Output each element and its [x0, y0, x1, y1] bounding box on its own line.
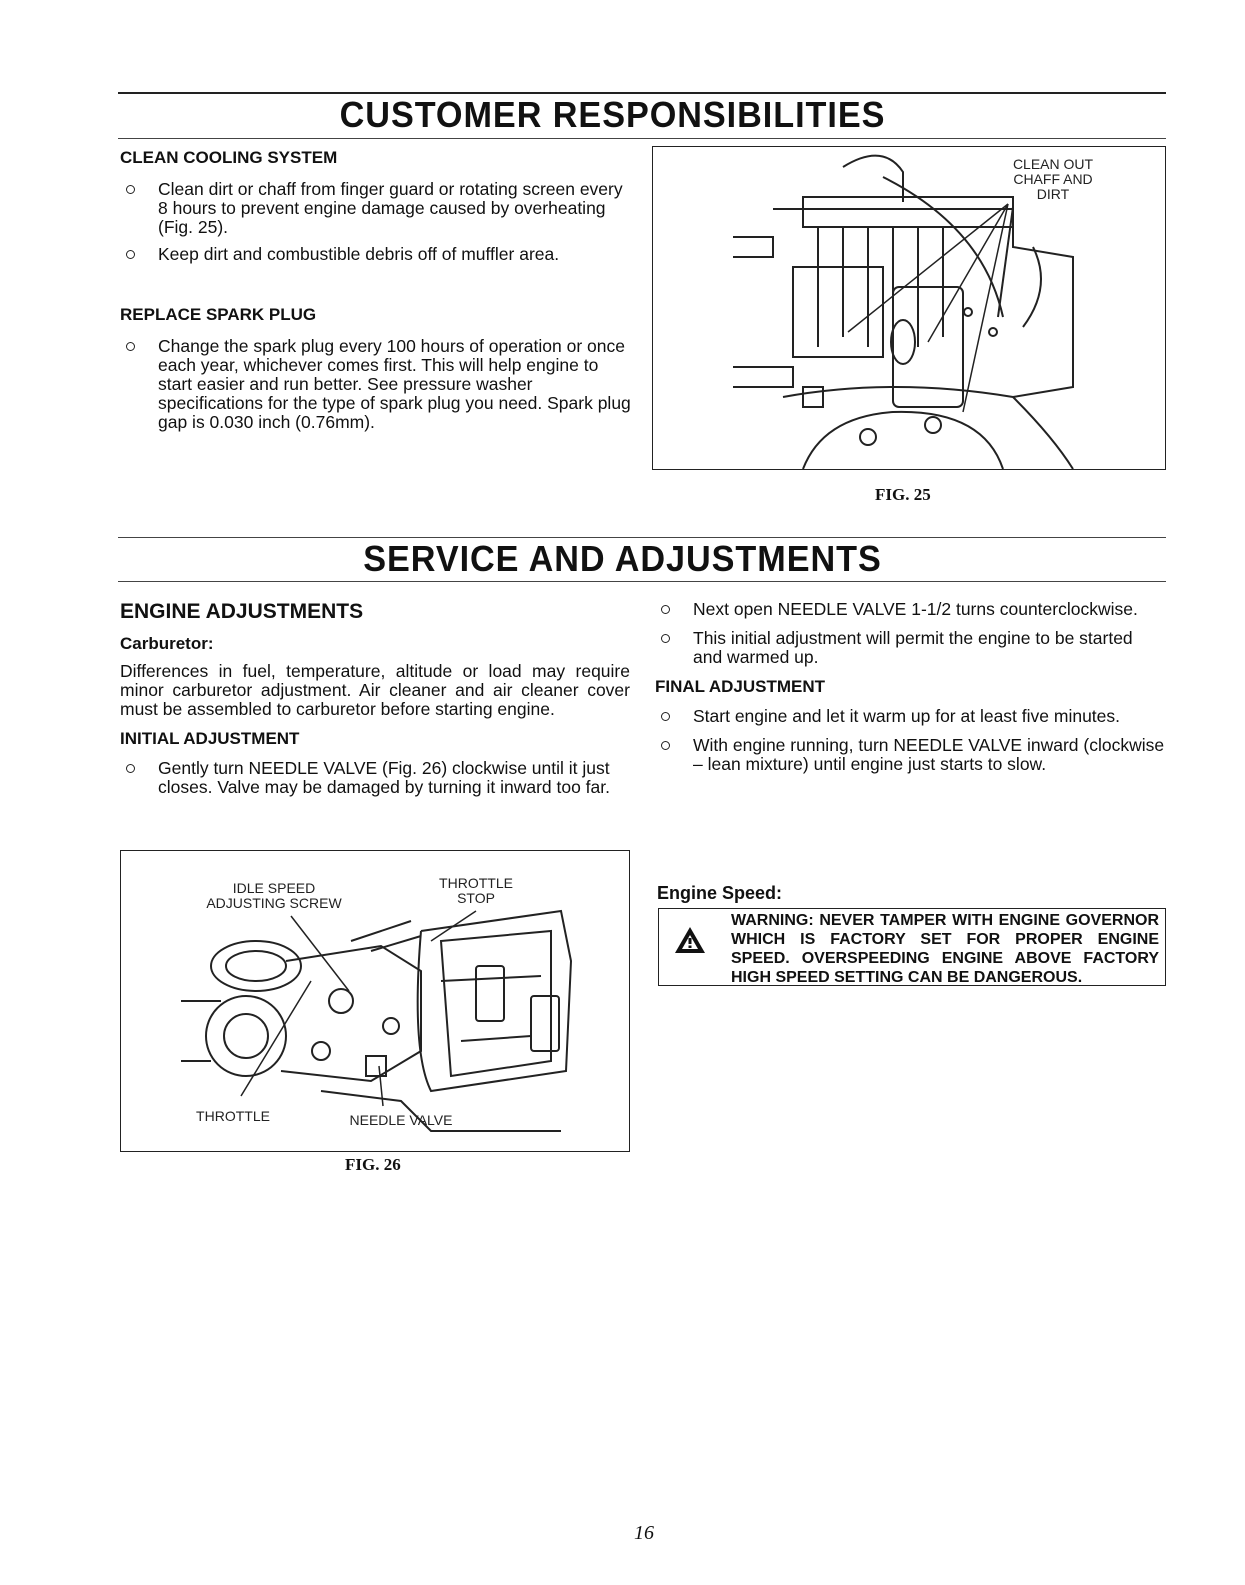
label-clean-out-chaff: CLEAN OUT CHAFF AND DIRT	[1012, 156, 1094, 202]
bullet-icon	[126, 185, 135, 194]
final-adjustment-heading: FINAL ADJUSTMENT	[655, 677, 825, 696]
initial-adjustment-bullet-1: Gently turn NEEDLE VALVE (Fig. 26) clockwise until it just closes. Valve may be damaged by turning it inward too far.	[120, 759, 630, 797]
section-title-customer: CUSTOMER RESPONSIBILITIES	[339, 94, 886, 135]
bullet-icon	[661, 712, 670, 721]
spark-plug-heading: REPLACE SPARK PLUG	[120, 305, 317, 324]
bullet-icon	[661, 634, 670, 643]
engine-adjustments-heading: ENGINE ADJUSTMENTS	[120, 600, 364, 623]
bullet-icon	[126, 764, 135, 773]
final-bullet-2: With engine running, turn NEEDLE VALVE inward (clockwise – lean mixture) until engine just starts to slow.	[655, 736, 1165, 774]
label-needle-valve: NEEDLE VALVE	[349, 1112, 453, 1128]
right-bullet-1: Next open NEEDLE VALVE 1-1/2 turns counterclockwise.	[655, 600, 1165, 619]
right-bullet-2: This initial adjustment will permit the engine to be started and warmed up.	[655, 629, 1165, 667]
page-number: 16	[634, 1522, 654, 1544]
figure-25-caption: FIG. 25	[875, 485, 931, 504]
clean-cooling-block	[120, 148, 635, 264]
bullet-icon	[661, 741, 670, 750]
figure-25	[652, 146, 1166, 470]
engine-speed-heading: Engine Speed:	[657, 883, 783, 903]
title-underline-service	[118, 581, 1166, 582]
spark-plug-bullet-1: Change the spark plug every 100 hours of operation or once each year, whichever comes first. This will help engine to start easier and run better. See pressure washer specifications for the type of spark plug you need. Spark plug gap is 0.030 inch (0.76mm).	[120, 337, 635, 432]
label-idle-speed-screw: IDLE SPEED ADJUSTING SCREW	[206, 880, 342, 911]
clean-cooling-bullet-1: Clean dirt or chaff from finger guard or rotating screen every 8 hours to prevent engine damage caused by overheating (Fig. 25).	[120, 180, 635, 237]
figure-26-caption: FIG. 26	[345, 1155, 401, 1174]
bullet-icon	[661, 605, 670, 614]
service-right-column	[655, 600, 1165, 774]
figure-26	[120, 850, 630, 1152]
initial-adjustment-heading: INITIAL ADJUSTMENT	[120, 729, 300, 748]
service-left-column	[120, 600, 630, 797]
clean-cooling-heading: CLEAN COOLING SYSTEM	[120, 148, 338, 167]
clean-cooling-bullet-2: Keep dirt and combustible debris off of muffler area.	[120, 245, 635, 264]
label-throttle: THROTTLE	[196, 1108, 270, 1124]
warning-text: WARNING: NEVER TAMPER WITH ENGINE GOVERNOR WHICH IS FACTORY SET FOR PROPER ENGINE SPEED. OVERSPEEDING ENGINE ABOVE FACTORY HIGH SPEED SETTING CAN BE DANGEROUS.	[731, 912, 1159, 986]
warning-triangle-icon	[673, 925, 707, 955]
carburetor-paragraph: Differences in fuel, temperature, altitude or load may require minor carburetor adjustment. Air cleaner and air cleaner cover must be assembled to carburetor before starting engine.	[120, 661, 630, 719]
bullet-icon	[126, 250, 135, 259]
spark-plug-block	[120, 305, 635, 432]
carburetor-heading: Carburetor:	[120, 634, 214, 653]
section-title-service: SERVICE AND ADJUSTMENTS	[363, 538, 882, 579]
warning-box	[658, 908, 1166, 986]
title-underline-customer	[118, 138, 1166, 139]
bullet-icon	[126, 342, 135, 351]
label-throttle-stop: THROTTLE STOP	[439, 875, 513, 906]
final-bullet-1: Start engine and let it warm up for at least five minutes.	[655, 707, 1165, 726]
